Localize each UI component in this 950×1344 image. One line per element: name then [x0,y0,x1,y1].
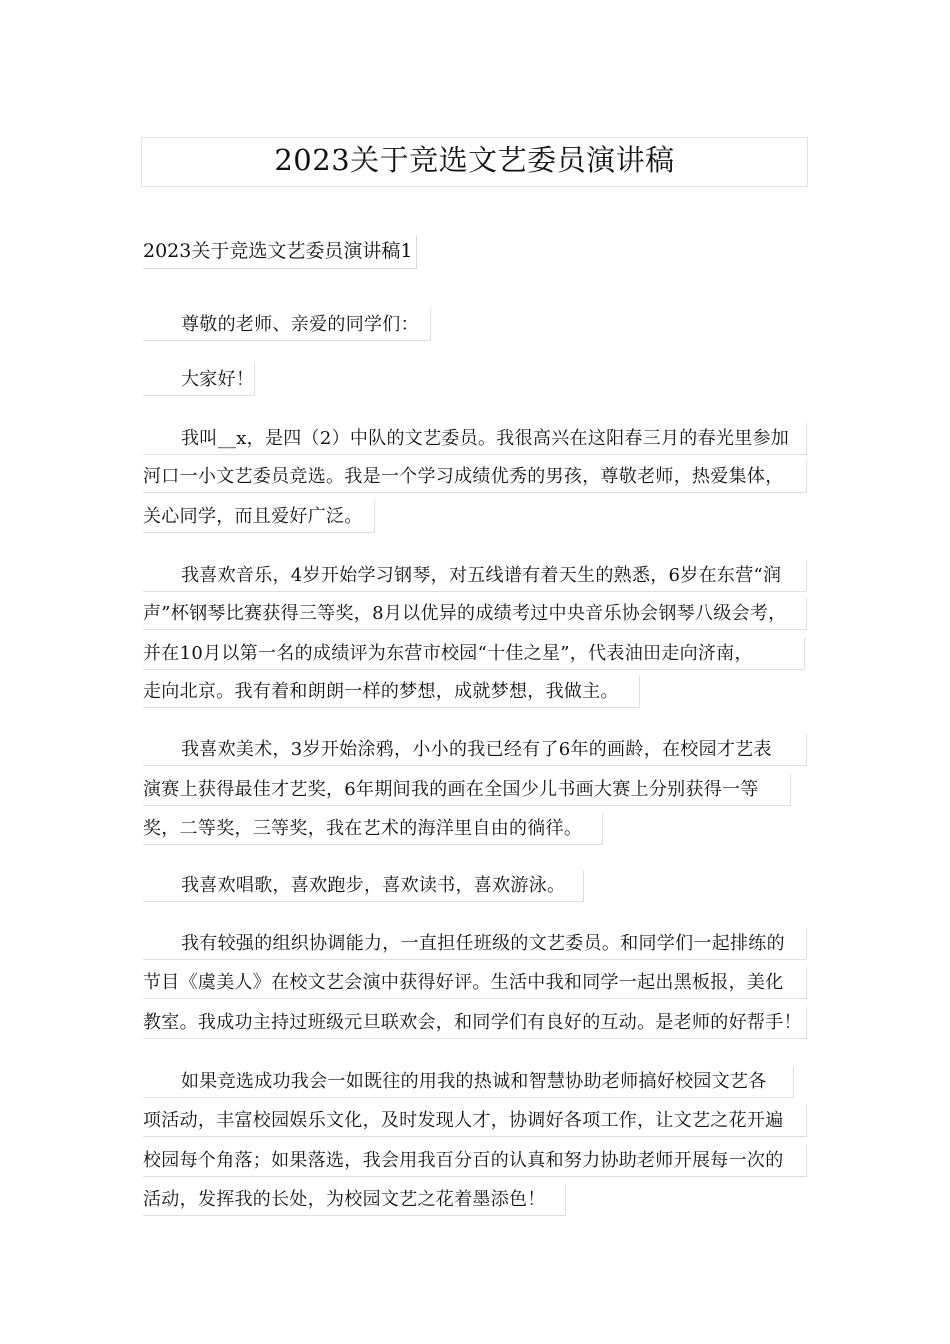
section-heading: 2023关于竞选文艺委员演讲稿1 [143,236,417,269]
paragraph-line: 关心同学，而且爱好广泛。 [143,501,375,533]
paragraph-line: 节目《虞美人》在校文艺会演中获得好评。生活中我和同学一起出黑板报，美化 [143,967,807,999]
paragraph-line: 如果竞选成功我会一如既往的用我的热诚和智慧协助老师搞好校园文艺各 [143,1066,794,1098]
greeting-line: 尊敬的老师、亲爱的同学们： [143,309,431,341]
paragraph-line: 我喜欢音乐，4岁开始学习钢琴，对五线谱有着天生的熟悉，6岁在东营“润 [143,560,807,592]
paragraph-line: 项活动，丰富校园娱乐文化，及时发现人才，协调好各项工作，让文艺之花开遍 [143,1105,807,1137]
document-title: 2023关于竞选文艺委员演讲稿 [141,137,808,187]
paragraph-line: 校园每个角落；如果落选，我会用我百分百的认真和努力协助老师开展每一次的 [143,1145,807,1177]
paragraph-line: 活动，发挥我的长处，为校园文艺之花着墨添色！ [143,1184,566,1216]
greeting-line: 大家好！ [143,364,255,396]
paragraph-line: 奖，二等奖，三等奖，我在艺术的海洋里自由的徜徉。 [143,813,603,845]
paragraph-line: 我喜欢唱歌，喜欢跑步，喜欢读书，喜欢游泳。 [143,870,584,902]
paragraph-line: 走向北京。我有着和朗朗一样的梦想，成就梦想，我做主。 [143,676,640,708]
paragraph-line: 我喜欢美术，3岁开始涂鸦，小小的我已经有了6年的画龄，在校园才艺表 [143,734,807,766]
paragraph-line: 并在10月以第一名的成绩评为东营市校园“十佳之星”，代表油田走向济南， [143,638,805,670]
paragraph-line: 河口一小文艺委员竞选。我是一个学习成绩优秀的男孩，尊敬老师，热爱集体， [143,461,807,493]
paragraph-line: 我叫__x，是四（2）中队的文艺委员。我很高兴在这阳春三月的春光里参加 [143,423,807,455]
paragraph-line: 我有较强的组织协调能力，一直担任班级的文艺委员。和同学们一起排练的 [143,928,807,960]
paragraph-line: 演赛上获得最佳才艺奖，6年期间我的画在全国少儿书画大赛上分别获得一等 [143,774,791,806]
paragraph-line: 教室。我成功主持过班级元旦联欢会，和同学们有良好的互动。是老师的好帮手！ [143,1007,807,1039]
paragraph-line: 声”杯钢琴比赛获得三等奖，8月以优异的成绩考过中央音乐协会钢琴八级会考， [143,598,807,630]
